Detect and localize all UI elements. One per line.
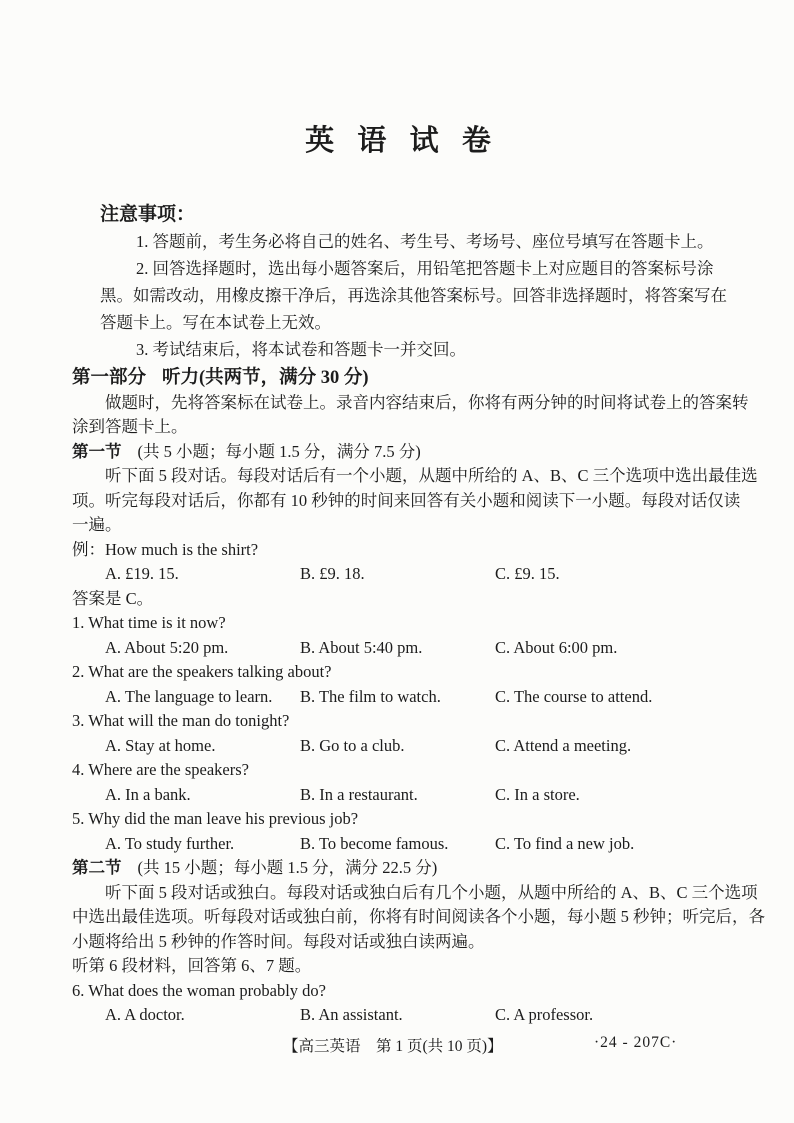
question-4-text: 4. Where are the speakers? (72, 760, 249, 779)
section2-intro-line-1: 听下面 5 段对话或独白。每段对话或独白后有几个小题，从题中所给的 A、B、C 三个选项 (105, 882, 758, 902)
question-4-option-c: C. In a store. (495, 784, 580, 804)
notice-section (100, 201, 732, 363)
question-6-option-a: A. A doctor. (105, 1005, 185, 1024)
question-3-options (72, 734, 732, 759)
question-4-option-b: B. In a restaurant. (300, 784, 418, 804)
section1-heading-label: 第一节 (72, 441, 122, 461)
section2-intro-line-2: 中选出最佳选项。听每段对话或独白前，你将有时间阅读各个小题，每小题 5 秒钟；听完后，各 (72, 907, 765, 926)
question-5-option-c: C. To find a new job. (495, 833, 635, 853)
question-2-option-c: C. The course to attend. (495, 686, 653, 706)
section2-material-note: 听第 6 段材料，回答第 6、7 题。 (72, 956, 312, 975)
section1-intro-line-1: 听下面 5 段对话。每段对话后有一个小题，从题中所给的 A、B、C 三个选项中选出最佳选 (105, 466, 758, 485)
example-option-a: A. £19. 15. (105, 564, 179, 583)
question-2-options (72, 685, 732, 710)
question-6-option-c: C. A professor. (495, 1005, 594, 1024)
question-2-option-a: A. The language to learn. (105, 686, 273, 706)
question-4-option-a: A. In a bank. (105, 784, 191, 804)
part1-heading-label: 第一部分 (72, 368, 147, 388)
notice-line-1: 1. 答题前，考生务必将自己的姓名、考生号、考场号、座位号填写在答题卡上。 (136, 232, 714, 251)
example-answer: 答案是 C。 (72, 588, 154, 608)
question-2-option-b: B. The film to watch. (300, 686, 441, 706)
example-option-b: B. £9. 18. (300, 564, 365, 583)
question-5-text: 5. Why did the man leave his previous job? (72, 809, 359, 828)
question-5-option-b: B. To become famous. (300, 833, 449, 853)
part1-heading (72, 366, 732, 391)
example-options (72, 562, 732, 587)
question-5-options (72, 832, 732, 857)
notice-line-2: 2. 回答选择题时，选出每小题答案后，用铅笔把答题卡上对应题目的答案标号涂 (136, 259, 714, 278)
question-1-option-c: C. About 6:00 pm. (495, 637, 618, 657)
footer-code: ·24 - 207C· (594, 1034, 678, 1051)
question-3-text: 3. What will the man do tonight? (72, 711, 290, 730)
question-3-option-a: A. Stay at home. (105, 735, 216, 755)
section1-intro-line-2: 项。听完每段对话后，你都有 10 秒钟的时间来回答有关小题和阅读下一小题。每段对话仅读 (72, 490, 741, 510)
section1-heading-text: (共 5 小题；每小题 1.5 分，满分 7.5 分) (137, 441, 421, 461)
example-question: 例：How much is the shirt? (72, 539, 259, 559)
notice-line-5: 3. 考试结束后，将本试卷和答题卡一并交回。 (136, 340, 466, 359)
section2-heading-text: (共 15 小题；每小题 1.5 分，满分 22.5 分) (137, 858, 438, 877)
notice-line-3: 黑。如需改动，用橡皮擦干净后，再选涂其他答案标号。回答非选择题时，将答案写在 (100, 286, 727, 305)
question-6-options (72, 1003, 732, 1028)
question-1-option-b: B. About 5:40 pm. (300, 637, 423, 657)
question-1-option-a: A. About 5:20 pm. (105, 637, 229, 657)
section2-intro-line-3: 小题将给出 5 秒钟的作答时间。每段对话或独白读两遍。 (72, 931, 485, 951)
question-6-text: 6. What does the woman probably do? (72, 980, 327, 1000)
page-title: 英 语 试 卷 (305, 125, 499, 157)
question-4-options (72, 783, 732, 808)
section2-heading (72, 856, 732, 881)
part1-intro-line-2: 涂到答题卡上。 (72, 417, 188, 436)
question-6-option-b: B. An assistant. (300, 1005, 403, 1024)
question-3-option-c: C. Attend a meeting. (495, 735, 632, 755)
part1-heading-text: 听力(共两节，满分 30 分) (162, 368, 369, 388)
notice-heading: 注意事项： (100, 204, 196, 225)
exam-body (72, 366, 765, 1028)
section1-intro-line-3: 一遍。 (72, 515, 122, 534)
part1-intro-line-1: 做题时，先将答案标在试卷上。录音内容结束后，你将有两分钟的时间将试卷上的答案转 (105, 392, 749, 412)
question-5-option-a: A. To study further. (105, 833, 235, 853)
example-option-c: C. £9. 15. (495, 564, 560, 583)
question-2-text: 2. What are the speakers talking about? (72, 662, 332, 681)
question-1-options (72, 636, 732, 661)
notice-line-4: 答题卡上。写在本试卷上无效。 (100, 313, 331, 332)
section1-heading (72, 440, 732, 465)
question-3-option-b: B. Go to a club. (300, 735, 405, 755)
section2-heading-label: 第二节 (72, 858, 122, 877)
footer-page-info: 【高三英语 第 1 页(共 10 页)】 (283, 1038, 503, 1055)
question-1-text: 1. What time is it now? (72, 613, 226, 632)
